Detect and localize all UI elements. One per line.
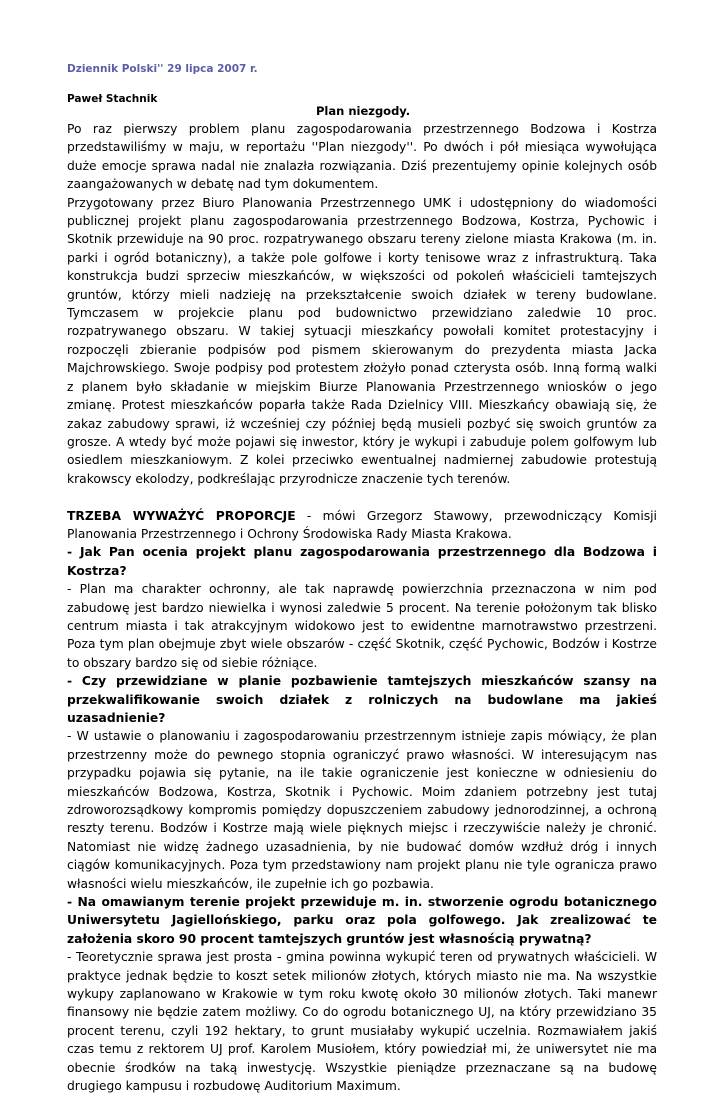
interview-answer: - Plan ma charakter ochronny, ale tak naprawdę powierzchnia przeznaczona w nim pod zabudowę jest bardzo niewielka i wynosi zaledwie 5 procent. Na terenie położonym tak blisko centrum miasta i tak atrakcyjnym widokowo jest to ewidentne marnotrawstwo przestrzeni. Poza tym plan obejmuje zbyt wiele obszarów - część Skotnik, część Pychowic, Bodzów i Kostrze to obszary bardzo się od siebie różniące. (67, 582, 657, 670)
interview-question: - Na omawianym terenie projekt przewiduje m. in. stworzenie ogrodu botanicznego Uniwersytetu Jagiellońskiego, parku oraz pola golfowego. Jak zrealizować te założenia skoro 90 procent tamtejszych gruntów jest własnością prywatną? (67, 895, 657, 946)
section-heading: TRZEBA WYWAŻYĆ PROPORCJE (67, 508, 296, 523)
interview-answer: - W ustawie o planowaniu i zagospodarowaniu przestrzennym istnieje zapis mówiący, że plan przestrzenny może do pewnego stopnia ograniczyć prawo własności. W interesującym nas przypadku pojawia się pytanie, na ile takie ograniczenie jest konieczne w odniesieniu do mieszkańców Bodzowa, Kostrza, Skotnik i Pychowic. Moim zdaniem potrzebny jest tutaj zdroworozsądkowy kompromis pomiędzy dopuszczeniem zabudowy jednorodzinnej, a ochroną reszty terenu. Bodzów i Kostrze mają wiele pięknych miejsc i rzeczywiście należy je chronić. Natomiast nie widzę żadnego uzasadnienia, by nie budować domów wzdłuż dróg i innych ciągów komunikacyjnych. Poza tym przedstawiony nam projekt planu nie tyle ogranicza prawo własności wielu mieszkańców, ile zupełnie ich go pozbawia. (67, 729, 657, 891)
article-title: Plan niezgody. (316, 104, 411, 118)
intro-paragraph: Po raz pierwszy problem planu zagospodarowania przestrzennego Bodzowa i Kostrza przedstawiliśmy w maju, w reportażu ''Plan niezgody''. Po dwóch i pół miesiąca wywołująca duże emocje sprawa nadal nie znalazła rozwiązania. Dziś prezentujemy opinie kolejnych osób zaangażowanych w debatę nad tym dokumentem. (67, 122, 657, 192)
author-name: Paweł Stachnik (67, 93, 158, 105)
interview-question: - Jak Pan ocenia projekt planu zagospodarowania przestrzennego dla Bodzowa i Kostrza? (67, 545, 657, 578)
paragraph-spacer (67, 488, 657, 506)
section-intro (67, 507, 657, 544)
interview-question: - Czy przewidziane w planie pozbawienie tamtejszych mieszkańców szansy na przekwalifikowanie swoich działek z rolniczych na budowlane ma jakieś uzasadnienie? (67, 674, 657, 725)
section-heading-rest: - mówi Grzegorz Stawowy, przewodniczący Komisji Planowania Przestrzennego i Ochrony Środowiska Rady Miasta Krakowa. (67, 508, 657, 541)
interview-answer: - Teoretycznie sprawa jest prosta - gmina powinna wykupić teren od prywatnych właścicieli. W praktyce jednak będzie to koszt setek milionów złotych, których miasto nie ma. Na wszystkie wykupy zaplanowano w Krakowie w tym roku kwotę około 30 milionów złotych. Taki manewr finansowy nie będzie zatem możliwy. Co do ogrodu botanicznego UJ, na który przewidziano 35 procent terenu, czyli 192 hektary, to grunt musiałaby wykupić uczelnia. Rozmawiałem jakiś czas temu z rektorem UJ prof. Karolem Musiołem, który powiedział mi, że uniwersytet nie ma obecnie środków na taką inwestycję. Wszystkie pieniądze przeznaczane są na budowę drugiego kampusu i rozbudowę Auditorium Maximum. (67, 950, 657, 1094)
article-body (67, 120, 657, 1096)
intro-paragraph: Przygotowany przez Biuro Planowania Przestrzennego UMK i udostępniony do wiadomości publicznej projekt planu zagospodarowania przestrzennego Bodzowa, Kostrza, Pychowic i Skotnik przewiduje na 90 proc. rozpatrywanego obszaru tereny zielone miasta Krakowa (m. in. parki i ogród botaniczny), a także pole golfowe i korty tenisowe wraz z infrastrukturą. Taka konstrukcja budzi sprzeciw mieszkańców, w większości od pokoleń właścicieli tamtejszych gruntów, którzy mieli nadzieję na przekształcenie swoich działek w tereny budowlane. Tymczasem w projekcie planu pod budownictwo przewidziano zaledwie 10 proc. rozpatrywanego obszaru. W takiej sytuacji mieszkańcy powołali komitet protestacyjny i rozpoczęli zbieranie podpisów pod pismem skierowanym do prezydenta miasta Jacka Majchrowskiego. Swoje podpisy pod protestem złożyło ponad czterysta osób. Inną formą walki z planem było składanie w miejskim Biurze Planowania Przestrzennego wniosków o jego zmianę. Protest mieszkańców poparła także Rada Dzielnicy VIII. Mieszkańcy obawiają się, że zakaz zabudowy sprawi, iż wcześniej czy później będą musieli pozbyć się swoich gruntów za grosze. A wtedy być może pojawi się inwestor, który je wykupi i zabuduje polem golfowym lub osiedlem mieszkaniowym. Z kolei przeciwko ewentualnej nadmiernej zabudowie protestują krakowscy ekolodzy, podkreślając przyrodnicze znaczenie tych terenów. (67, 195, 657, 486)
source-line: Dziennik Polski'' 29 lipca 2007 r. (67, 63, 258, 75)
